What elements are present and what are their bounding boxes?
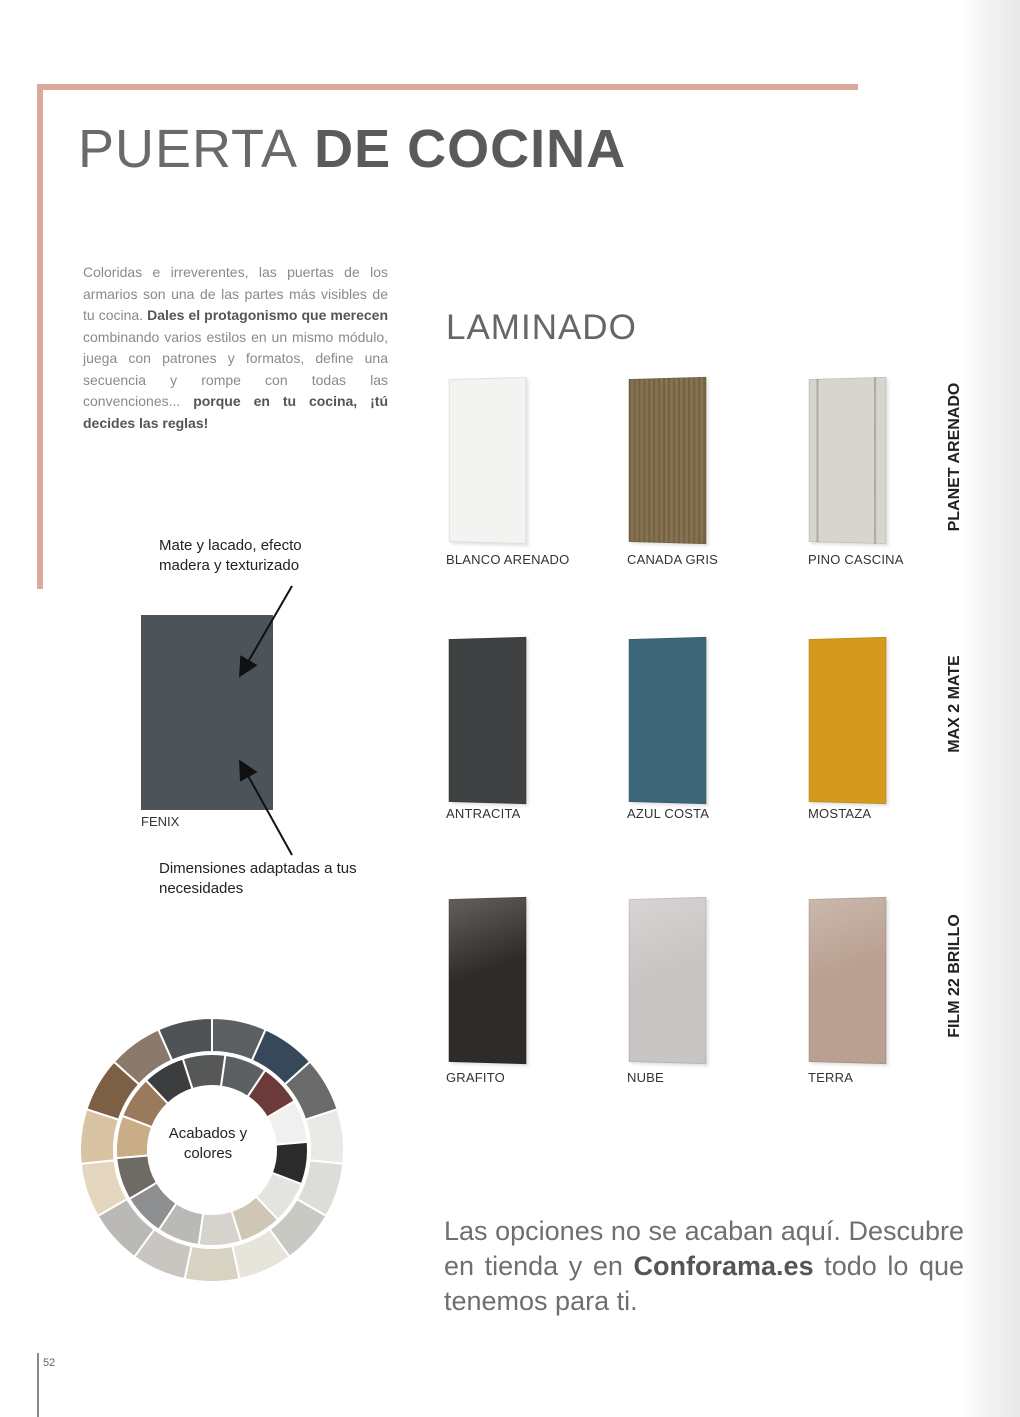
label-terra: TERRA (808, 1070, 854, 1085)
section-title-laminado: LAMINADO (446, 308, 637, 347)
closing-brand: Conforama.es (633, 1251, 814, 1281)
label-canada-gris: CANADA GRIS (627, 552, 719, 567)
wheel-outer-segment (305, 1109, 344, 1164)
callout-dimensions: Dimensiones adaptadas a tus necesidades (159, 860, 357, 897)
arrow-finishes (241, 586, 292, 674)
page-title-bold: DE COCINA (314, 119, 627, 179)
swatch-mostaza (809, 637, 887, 804)
group-label-max-2-mate: MAX 2 MATE (946, 655, 963, 753)
wheel-outer-segment (185, 1246, 240, 1282)
label-pino-cascina: PINO CASCINA (808, 552, 904, 567)
swatch-pino-cascina (809, 377, 887, 544)
page-edge-shadow (962, 0, 1020, 1417)
swatch-canada-gris (629, 377, 707, 544)
group-label-planet-arenado: PLANET ARENADO (946, 382, 963, 532)
fenix-label: FENIX (141, 814, 180, 829)
swatch-terra (809, 897, 887, 1064)
intro-emphasis-2: porque en tu cocina, ¡tú decides las reglas! (83, 393, 388, 431)
label-grafito: GRAFITO (446, 1070, 505, 1085)
page-title-light: PUERTA (78, 119, 299, 179)
closing-text-2: todo lo que tenemos para ti. (444, 1251, 964, 1316)
page-number: 52 (43, 1357, 56, 1369)
group-label-film-22-brillo: FILM 22 BRILLO (946, 914, 963, 1038)
intro-text-2: combinando varios estilos en un mismo módulo, juega con patrones y formatos, define una secuencia y rompe con todas las convenciones... (83, 328, 388, 409)
label-mostaza: MOSTAZA (808, 806, 872, 821)
intro-emphasis-1: Dales el protagonismo que merecen (147, 307, 388, 323)
page-number-rule (37, 1353, 39, 1417)
callout-finishes: Mate y lacado, efecto madera y texturizado (159, 537, 302, 574)
closing-text-1: Las opciones no se acaban aquí. Descubre en tienda y en (444, 1216, 964, 1281)
arrow-dimensions (241, 763, 292, 855)
label-azul-costa: AZUL COSTA (627, 806, 710, 821)
callout-arrows (0, 0, 400, 900)
swatch-blanco-arenado (449, 377, 527, 544)
closing-message (444, 1214, 964, 1319)
swatch-grafito (449, 897, 527, 1064)
swatch-azul-costa (629, 637, 707, 804)
label-nube: NUBE (627, 1070, 664, 1085)
swatch-antracita (449, 637, 527, 804)
label-blanco-arenado: BLANCO ARENADO (446, 552, 570, 567)
intro-text-1: Coloridas e irreverentes, las puertas de los armarios son una de las partes más visibles de tu cocina. (83, 264, 388, 323)
swatch-nube (629, 897, 707, 1064)
label-antracita: ANTRACITA (446, 806, 521, 821)
wheel-label: Acabados y colores (168, 1125, 248, 1162)
